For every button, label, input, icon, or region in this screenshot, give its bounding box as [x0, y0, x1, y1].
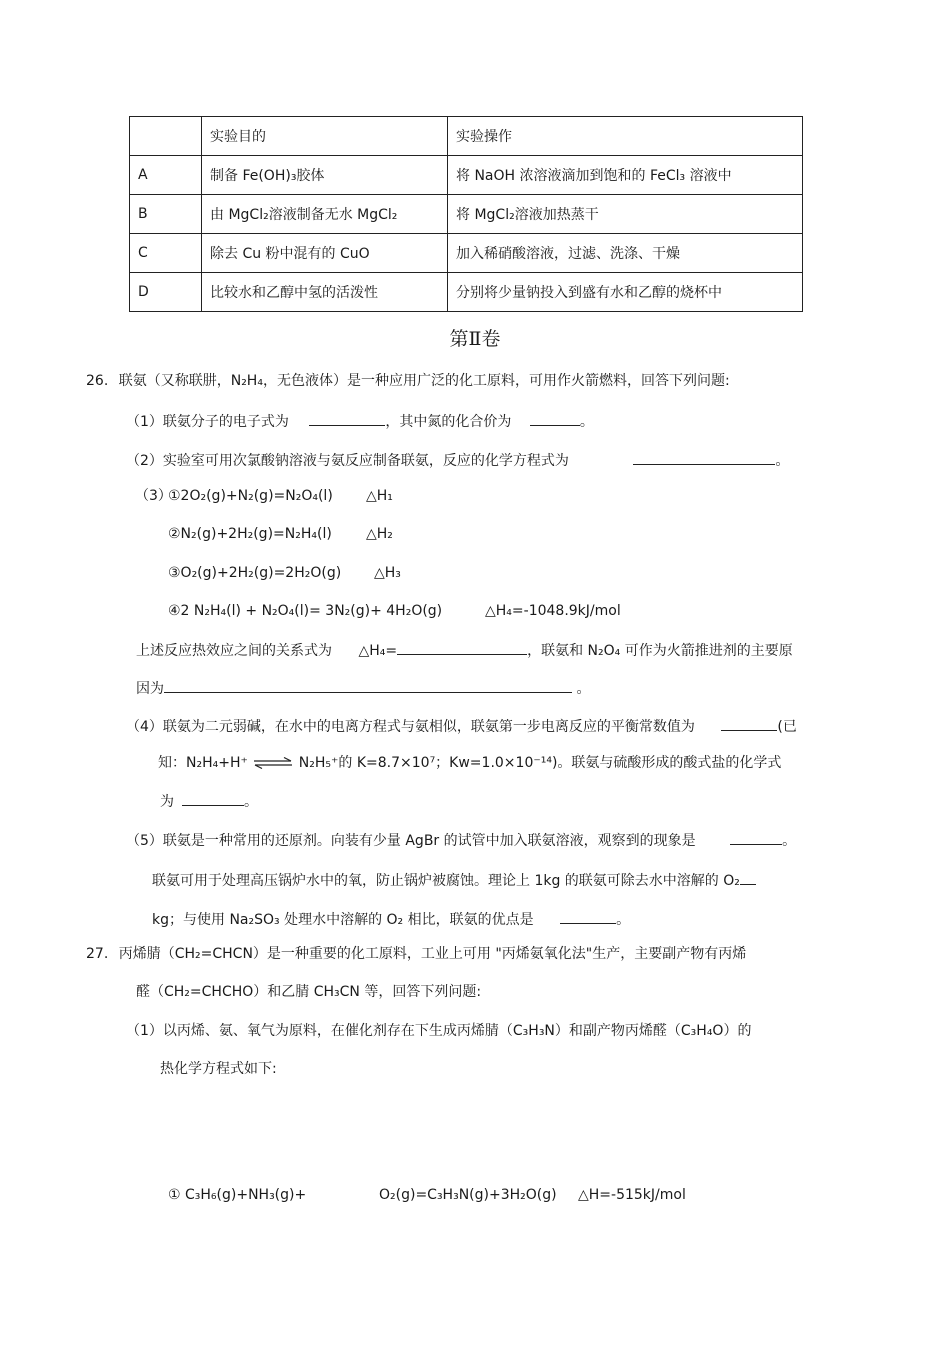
q27-part1-line2: 热化学方程式如下: — [160, 1061, 277, 1077]
q27-delta-h: △H=-515kJ/mol — [578, 1187, 686, 1203]
q26-part4-line1 — [126, 716, 797, 736]
equation-3: ③O₂(g)+2H₂(g)=2H₂O(g) — [168, 565, 342, 581]
row-purpose: 除去 Cu 粉中混有的 CuO — [202, 234, 448, 273]
row-label: A — [130, 156, 202, 195]
table-row — [130, 234, 803, 273]
table-header-cell: 实验目的 — [202, 117, 448, 156]
part-text: ，联氨和 N₂O₄ 可作为火箭推进剂的主要原 — [527, 643, 793, 659]
row-purpose: 制备 Fe(OH)₃胶体 — [202, 156, 448, 195]
row-operation: 将 NaOH 浓溶液滴加到饱和的 FeCl₃ 溶液中 — [448, 156, 803, 195]
q26-reason — [136, 678, 590, 698]
q27-equation-1-right: O₂(g)=C₃H₃N(g)+3H₂O(g) — [379, 1187, 557, 1203]
question-number: 26. — [86, 373, 109, 389]
answer-blank — [182, 791, 244, 806]
q26-part3-prefix: （3） — [135, 488, 172, 504]
equation-4: ④2 N₂H₄(l) + N₂O₄(l)= 3N₂(g)+ 4H₂O(g) — [168, 603, 443, 619]
q26-part5-line1 — [126, 830, 796, 850]
q27-intro-line1 — [86, 946, 746, 963]
part-text: △H₄= — [358, 643, 398, 659]
q26-relation — [136, 640, 793, 660]
part-text: 。 — [782, 833, 797, 849]
equation-1: ①2O₂(g)+N₂(g)=N₂O₄(l) — [168, 488, 333, 504]
table-row — [130, 273, 803, 312]
part-text: 。 — [775, 453, 790, 469]
delta-h3: △H₃ — [374, 565, 401, 581]
table-header-cell: 实验操作 — [448, 117, 803, 156]
part-text: 联氨可用于处理高压锅炉水中的氧，防止锅炉被腐蚀。理论上 1kg 的联氨可除去水中溶解的 O₂ — [152, 873, 740, 889]
row-label: D — [130, 273, 202, 312]
part-text: 上述反应热效应之间的关系式为 — [136, 643, 332, 659]
row-label: B — [130, 195, 202, 234]
table-row — [130, 195, 803, 234]
q26-part5-line3 — [152, 909, 630, 929]
part-text: （2）实验室可用次氯酸钠溶液与氨反应制备联氨，反应的化学方程式为 — [126, 453, 569, 469]
part-text: 。 — [616, 912, 631, 928]
answer-blank — [397, 640, 527, 655]
answer-blank — [740, 870, 756, 885]
row-label: C — [130, 234, 202, 273]
part-text: 知：N₂H₄+H⁺ — [158, 755, 248, 771]
section-title: 第Ⅱ卷 — [449, 328, 501, 350]
q26-part4-line3 — [160, 791, 258, 811]
part-text: kg；与使用 Na₂SO₃ 处理水中溶解的 O₂ 相比，联氨的优点是 — [152, 912, 534, 928]
delta-h4: △H₄=-1048.9kJ/mol — [485, 603, 621, 619]
question-number: 27. — [86, 946, 109, 962]
q26-part1 — [126, 411, 594, 431]
question-text: 丙烯腈（CH₂=CHCN）是一种重要的化工原料，工业上可用 "丙烯氨氧化法"生产，主要副产物有丙烯 — [118, 946, 747, 962]
q26-part5-line2 — [152, 870, 756, 890]
part-text: 为 — [160, 794, 174, 810]
part-text: （1）联氨分子的电子式为 — [126, 414, 289, 430]
row-purpose: 由 MgCl₂溶液制备无水 MgCl₂ — [202, 195, 448, 234]
row-operation: 分别将少量钠投入到盛有水和乙醇的烧杯中 — [448, 273, 803, 312]
question-text: 联氨（又称联肼，N₂H₄，无色液体）是一种应用广泛的化工原料，可用作火箭燃料，回答下列问题: — [118, 373, 730, 389]
part-text: 。 — [576, 681, 591, 697]
answer-blank — [164, 678, 572, 693]
part-text: 。 — [579, 414, 594, 430]
q26-part2 — [126, 450, 789, 470]
table-row — [130, 156, 803, 195]
part-text: (已 — [777, 719, 797, 735]
q27-equation-1-left: ① C₃H₆(g)+NH₃(g)+ — [168, 1187, 307, 1203]
q26-part4-line2 — [158, 755, 781, 772]
part-text: （5）联氨是一种常用的还原剂。向装有少量 AgBr 的试管中加入联氨溶液，观察到的现象是 — [126, 833, 696, 849]
row-purpose: 比较水和乙醇中氢的活泼性 — [202, 273, 448, 312]
part-text: （4）联氨为二元弱碱，在水中的电离方程式与氨相似，联氨第一步电离反应的平衡常数值为 — [126, 719, 695, 735]
answer-blank — [530, 411, 580, 426]
answer-blank — [633, 450, 775, 465]
equation-2: ②N₂(g)+2H₂(g)=N₂H₄(l) — [168, 526, 332, 542]
q27-intro-line2: 醛（CH₂=CHCHO）和乙腈 CH₃CN 等，回答下列问题: — [136, 984, 482, 1000]
part-text: ，其中氮的化合价为 — [385, 414, 512, 430]
answer-blank — [730, 830, 782, 845]
equilibrium-arrow-icon — [253, 757, 293, 769]
row-operation: 将 MgCl₂溶液加热蒸干 — [448, 195, 803, 234]
answer-blank — [721, 716, 777, 731]
delta-h2: △H₂ — [366, 526, 393, 542]
experiment-table — [129, 116, 803, 312]
q26-intro — [86, 373, 730, 390]
part-text: 因为 — [136, 681, 164, 697]
answer-blank — [309, 411, 385, 426]
table-header-row — [130, 117, 803, 156]
q27-part1-line1: （1）以丙烯、氨、氧气为原料，在催化剂存在下生成丙烯腈（C₃H₃N）和副产物丙烯醛（C₃H₄O）的 — [126, 1023, 752, 1039]
part-text: N₂H₅⁺的 K=8.7×10⁷；Kw=1.0×10⁻¹⁴)。联氨与硫酸形成的酸式盐的化学式 — [298, 755, 782, 771]
part-text: 。 — [244, 794, 258, 810]
delta-h1: △H₁ — [366, 488, 393, 504]
row-operation: 加入稀硝酸溶液，过滤、洗涤、干燥 — [448, 234, 803, 273]
table-header-cell — [130, 117, 202, 156]
answer-blank — [560, 909, 616, 924]
